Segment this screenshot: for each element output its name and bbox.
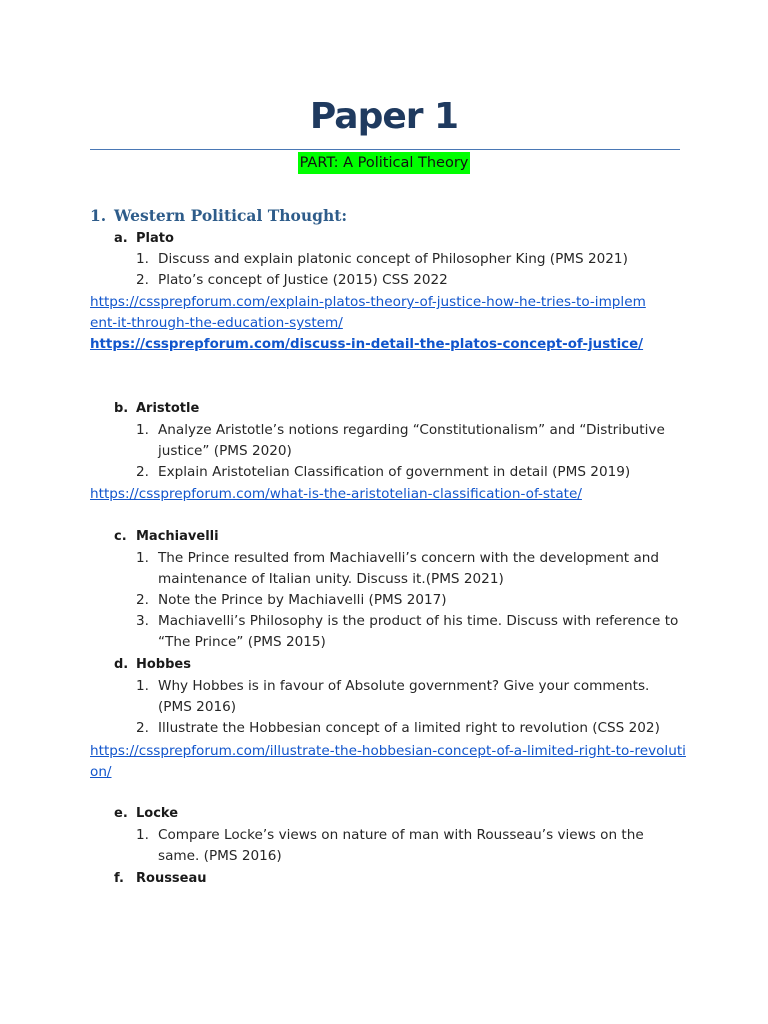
list-item [136, 718, 696, 739]
subheading-aristotle [114, 399, 199, 419]
subheading-hobbes [114, 655, 191, 675]
page-title: Paper 1 [309, 96, 459, 137]
subheading-label: Hobbes [136, 657, 191, 672]
subheading-label: Aristotle [136, 401, 200, 416]
subheading-letter: a. [114, 231, 128, 246]
item-text: Plato’s concept of Justice (2015) CSS 2022 [158, 272, 448, 288]
part-heading: PART: A Political Theory [298, 152, 471, 174]
item-text: Discuss and explain platonic concept of Philosopher King (PMS 2021) [158, 251, 628, 267]
list-item [136, 270, 696, 291]
item-text: The Prince resulted from Machiavelli’s concern with the development and maintenance of Italian unity. Discuss it.(PMS 2021) [158, 550, 660, 587]
item-number: 1. [136, 678, 149, 694]
subheading-rousseau [114, 869, 207, 889]
subheading-label: Locke [136, 806, 179, 821]
subheading-machiavelli [114, 527, 219, 547]
subheading-letter: c. [114, 529, 127, 544]
list-item [136, 548, 696, 590]
item-number: 1. [136, 550, 149, 566]
item-text: Illustrate the Hobbesian concept of a limited right to revolution (CSS 202) [158, 720, 660, 736]
item-number: 2. [136, 464, 149, 480]
item-number: 2. [136, 592, 149, 608]
subheading-label: Plato [136, 231, 174, 246]
item-text: Machiavelli’s Philosophy is the product of his time. Discuss with reference to “The Prince” (PMS 2015) [158, 613, 679, 650]
item-text: Why Hobbes is in favour of Absolute government? Give your comments. (PMS 2016) [158, 678, 650, 715]
item-number: 1. [136, 422, 149, 438]
link-plato-justice-education[interactable]: https://cssprepforum.com/explain-platos-theory-of-justice-how-he-tries-to-implement-it-through-the-education-system/ [90, 294, 646, 331]
link-hobbes-right-to-revolution[interactable]: https://cssprepforum.com/illustrate-the-hobbesian-concept-of-a-limited-right-to-revolution/ [90, 743, 686, 780]
list-item [136, 611, 696, 653]
subheading-locke [114, 804, 178, 824]
list-item [136, 676, 666, 718]
item-text: Analyze Aristotle’s notions regarding “Constitutionalism” and “Distributive justice” (PMS 2020) [158, 422, 665, 459]
item-number: 2. [136, 272, 149, 288]
list-item [136, 249, 696, 270]
item-text: Explain Aristotelian Classification of government in detail (PMS 2019) [158, 464, 631, 480]
list-item [136, 825, 666, 867]
link-plato-concept-of-justice[interactable]: https://cssprepforum.com/discuss-in-detail-the-platos-concept-of-justice/ [90, 337, 644, 352]
item-number: 3. [136, 613, 149, 629]
section-heading [90, 206, 347, 225]
subheading-plato [114, 229, 174, 249]
part-heading-wrap [0, 152, 768, 174]
subheading-letter: f. [114, 871, 124, 886]
list-item [136, 462, 696, 483]
list-item [136, 590, 696, 611]
title-divider [90, 149, 680, 150]
item-text: Note the Prince by Machiavelli (PMS 2017) [158, 592, 447, 608]
subheading-label: Machiavelli [136, 529, 219, 544]
subheading-letter: b. [114, 401, 129, 416]
subheading-label: Rousseau [136, 871, 207, 886]
section-label: Western Political Thought: [114, 206, 348, 225]
item-number: 1. [136, 827, 149, 843]
subheading-letter: d. [114, 657, 129, 672]
item-number: 2. [136, 720, 149, 736]
item-text: Compare Locke’s views on nature of man with Rousseau’s views on the same. (PMS 2016) [158, 827, 644, 864]
item-number: 1. [136, 251, 149, 267]
section-number: 1. [90, 206, 107, 225]
subheading-letter: e. [114, 806, 128, 821]
list-item [136, 420, 676, 462]
link-aristotle-classification[interactable]: https://cssprepforum.com/what-is-the-aristotelian-classification-of-state/ [90, 486, 582, 502]
